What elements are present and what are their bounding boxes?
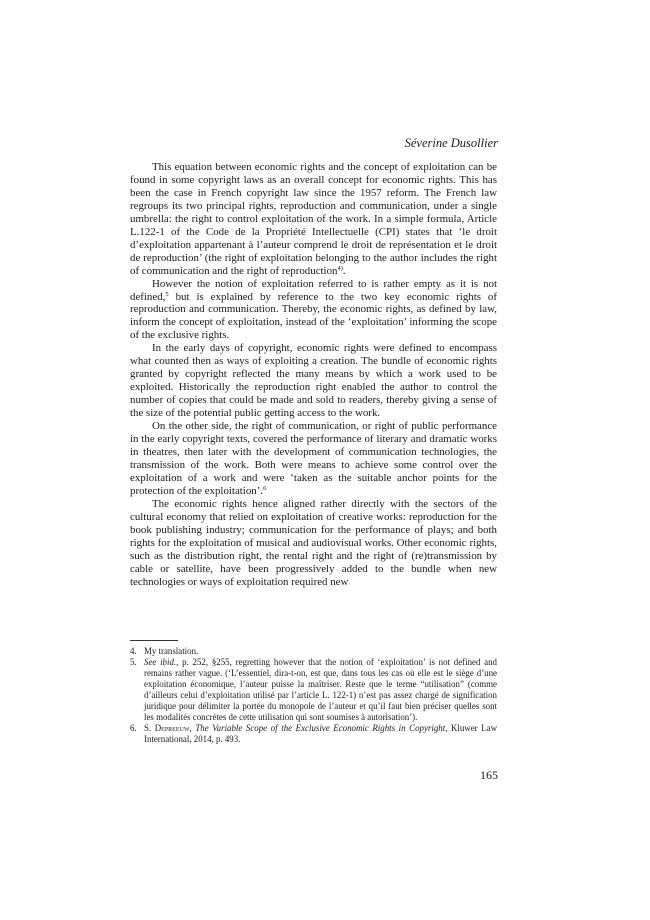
footnote-title: The Variable Scope of the Exclusive Economic Rights in Copyright (195, 723, 446, 733)
footnote-6 (130, 723, 497, 745)
footnote-number: 4. (130, 646, 137, 656)
paragraph-4 (130, 420, 497, 498)
footnote-author: S. Depreeuw (144, 723, 190, 733)
running-head-author: Séverine Dusollier (404, 136, 498, 150)
footnote-4 (130, 646, 497, 657)
paragraph-text: In the early days of copyright, economic rights were defined to encompass what counted then as ways of exploiting a creation. The bundle of economic rights granted by copyright reflected the many means by which a work used to be exploited. Historically the reproduction right enabled the author to control the number of copies that could be made and sold to readers, thereby giving a sense of the size of the potential public getting access to the work. (130, 342, 497, 420)
footnotes (130, 646, 497, 745)
paragraph-text: but is explained by reference to the two key economic rights of reproduction and communication. Thereby, the economic rights, as defined by law, inform the concept of exploitation, instead of the ‘exploitation’ informing the scope of the exclusive rights. (130, 290, 497, 342)
paragraph-5 (130, 498, 497, 589)
footnote-body: My translation. (144, 646, 199, 656)
paragraph-text: . (342, 264, 346, 277)
footnote-number: 5. (130, 657, 137, 667)
footnote-ref-6[interactable]: 6 (263, 484, 267, 492)
footnote-divider (130, 640, 178, 641)
footnote-5 (130, 657, 497, 723)
paragraph-text: The economic rights hence aligned rather directly with the sectors of the cultural economy that relied on exploitation of creative works: reproduction for the book publishing industry; communication for the performance of plays; and both rights for the exploitation of musical and audiovisual works. Other economic rights, such as the distribution right, the rental right and the right of (re)transmission by cable or satellite, have been progressively added to the bundle when new technologies or ways of exploitation required new (130, 497, 497, 588)
body-text (130, 161, 497, 588)
footnote-text (144, 657, 497, 723)
footnote-number: 6. (130, 723, 137, 733)
paragraph-2 (130, 278, 497, 343)
footnote-text (144, 646, 497, 657)
paragraph-text: On the other side, the right of communication, or right of public performance in the early copyright texts, covered the performance of literary and dramatic works in theatres, then later with the development of communication technologies, the transmission of the work. Both were means to achieve some control over the exploitation of a work and were ‘taken as the suitable anchor points for the protection of the exploitation’. (130, 420, 497, 497)
paragraph-text: This equation between economic rights and the concept of exploitation can be found in some copyright laws as an overall concept for economic rights. This has been the case in French copyright law since the 1957 reform. The French law regroups its two principal rights, reproduction and communication, under a single umbrella: the right to control exploitation of the work. In a simple formula, Article L.122-1 of the Code de la Propriété Intellectuelle (CPI) states that ‘le droit d’exploitation appartenant à l’auteur comprend le droit de représentation et le droit de reproduction’ (the right of exploitation belonging to the author includes the right of communication and the right of reproduction (130, 161, 497, 277)
paragraph-text: However the notion of exploitation referred to is rather empty as it is not defined, (130, 277, 497, 303)
footnote-ref-5[interactable]: 5 (165, 290, 169, 298)
footnote-text: S. Depreeuw, The Variable Scope of the Exclusive Economic Rights in Copyright, Kluwer Law International, 2014, p. 493. (144, 723, 497, 744)
footnote-italic-lead: See ibid. (144, 657, 177, 667)
footnote-ref-4[interactable]: 4) (337, 264, 343, 272)
footnote-body: , Kluwer Law International, 2014, p. 493. (144, 723, 497, 744)
paragraph-3 (130, 342, 497, 420)
page-number: 165 (480, 768, 498, 782)
paragraph-1 (130, 161, 497, 278)
footnote-body: , p. 252, §255, regretting however that the notion of ‘exploitation’ is not defined and remains rather vague. (‘L’essentiel, dira-t-on, est que, dans tous les cas où elle est le siège d’une exploitation économique, l’auteur puisse la maîtriser. Reste que le terme “utilisation” (comme d’ailleurs celui d’exploitation utilisé par l’article L. 122-1) n’est pas assez chargé de signification juridique pour délimiter la portée du monopole de l’auteur et qu’il faut bien préciser quelles sont les modalités concrètes de cette utilisation qui sont soumises à autorisation’). (144, 657, 497, 722)
